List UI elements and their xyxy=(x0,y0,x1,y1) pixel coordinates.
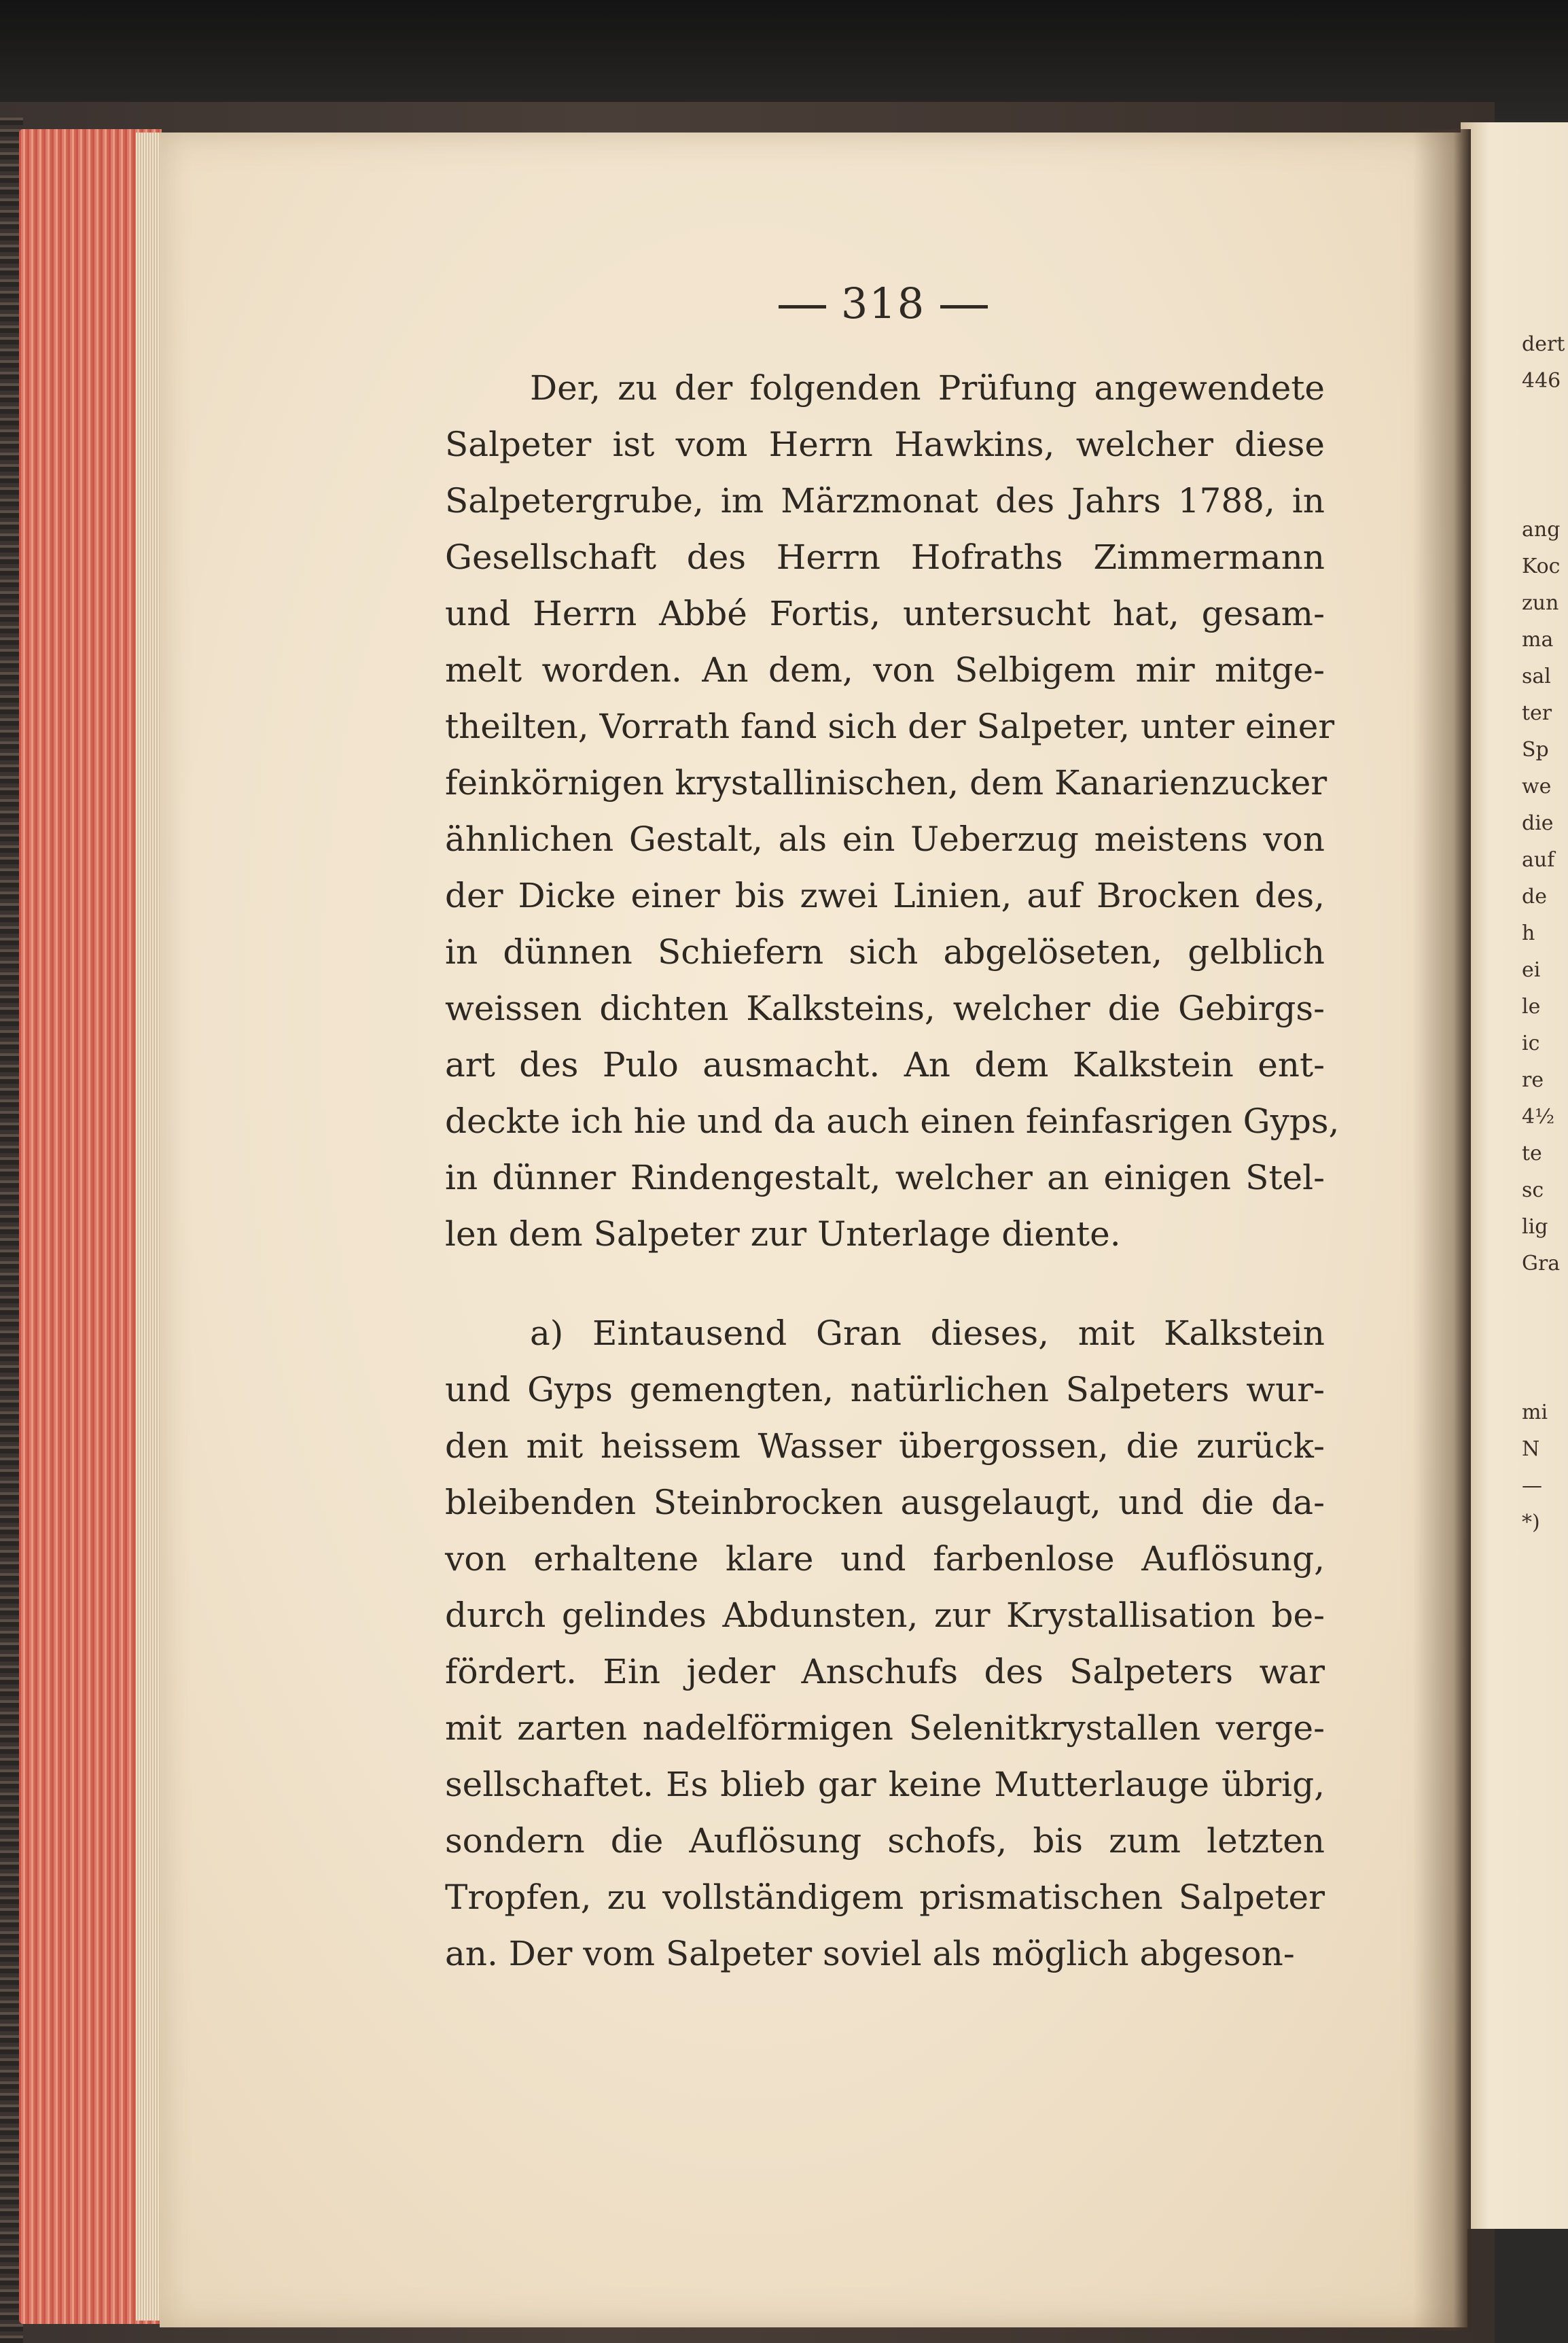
text-line: art des Pulo ausmacht. An dem Kalkstein ent- xyxy=(445,1045,1325,1085)
text-line: mit zarten nadelförmigen Selenitkrystallen verge- xyxy=(445,1708,1325,1748)
text-line: melt worden. An dem, von Selbigem mir mitge- xyxy=(445,650,1325,690)
text-line: len dem Salpeter zur Unterlage diente. xyxy=(445,1214,1121,1254)
background xyxy=(0,0,1568,119)
header-dash-left xyxy=(779,305,826,309)
margin-fragment: sal xyxy=(1522,665,1551,688)
text-line: deckte ich hie und da auch einen feinfasrigen Gyps, xyxy=(445,1102,1340,1141)
margin-fragment: sc xyxy=(1522,1178,1544,1202)
text-line: fördert. Ein jeder Anschufs des Salpeters war xyxy=(445,1652,1325,1691)
margin-fragment: we xyxy=(1522,775,1552,798)
text-line: Salpetergrube, im Märzmonat des Jahrs 1788, in xyxy=(445,481,1325,521)
facing-page-text-fragments xyxy=(1522,326,1568,1541)
text-line: a) Eintausend Gran dieses, mit Kalkstein xyxy=(530,1314,1325,1353)
text-line: und Herrn Abbé Fortis, untersucht hat, gesam- xyxy=(445,594,1325,633)
text-line: sellschaftet. Es blieb gar keine Mutterlauge übrig, xyxy=(445,1765,1325,1804)
margin-fragment: mi xyxy=(1522,1400,1548,1424)
text-line: theilten, Vorrath fand sich der Salpeter, unter einer xyxy=(445,707,1335,746)
header-dash-right xyxy=(940,305,988,309)
margin-fragment: die xyxy=(1522,811,1554,835)
text-line: weissen dichten Kalksteins, welcher die Gebirgs- xyxy=(445,989,1325,1028)
text-line: Der, zu der folgenden Prüfung angewendete xyxy=(530,368,1325,408)
text-line: von erhaltene klare und farbenlose Auflösung, xyxy=(445,1539,1325,1579)
margin-fragment: — xyxy=(1522,1474,1542,1498)
text-line: Salpeter ist vom Herrn Hawkins, welcher diese xyxy=(445,425,1325,464)
margin-fragment: N xyxy=(1522,1437,1540,1461)
text-line: feinkörnigen krystallinischen, dem Kanarienzucker xyxy=(445,763,1328,803)
margin-gap xyxy=(1522,400,1568,512)
margin-fragment: Gra xyxy=(1522,1252,1561,1275)
text-line: Gesellschaft des Herrn Hofraths Zimmermann xyxy=(445,538,1325,577)
margin-fragment: ter xyxy=(1522,701,1552,725)
margin-fragment: Koc xyxy=(1522,554,1561,578)
text-line: in dünnen Schiefern sich abgelöseten, gelblich xyxy=(445,932,1325,972)
page-edge-lines xyxy=(136,133,163,2321)
paragraph-gap xyxy=(445,1263,1325,1305)
margin-fragment: zun xyxy=(1522,591,1559,615)
text-line: den mit heissem Wasser übergossen, die zurück- xyxy=(445,1426,1325,1466)
margin-fragment: re xyxy=(1522,1068,1544,1092)
margin-fragment: auf xyxy=(1522,848,1555,872)
text-line: Tropfen, zu vollständigem prismatischen Salpeter xyxy=(445,1878,1325,1917)
page-number: 318 xyxy=(840,279,926,328)
margin-fragment: lig xyxy=(1522,1215,1548,1239)
margin-fragment: 446 xyxy=(1522,369,1561,393)
margin-fragment: h xyxy=(1522,921,1535,945)
margin-fragment: ic xyxy=(1522,1032,1540,1055)
body-text xyxy=(445,360,1340,1982)
page-number-header xyxy=(741,279,1026,328)
margin-fragment: te xyxy=(1522,1142,1542,1165)
text-line: der Dicke einer bis zwei Linien, auf Brocken des, xyxy=(445,876,1325,915)
margin-fragment: Sp xyxy=(1522,738,1549,762)
text-line: durch gelindes Abdunsten, zur Krystallisation be- xyxy=(445,1596,1325,1635)
margin-fragment: le xyxy=(1522,995,1541,1019)
text-line: in dünner Rindengestalt, welcher an einigen Stel- xyxy=(445,1158,1325,1197)
margin-fragment: ei xyxy=(1522,958,1541,982)
text-line: an. Der vom Salpeter soviel als möglich abgeson- xyxy=(445,1934,1295,1973)
margin-fragment: ang xyxy=(1522,518,1561,542)
text-line: bleibenden Steinbrocken ausgelaugt, und die da- xyxy=(445,1483,1325,1522)
text-line: und Gyps gemengten, natürlichen Salpeters wur- xyxy=(445,1370,1325,1409)
margin-gap xyxy=(1522,1282,1568,1394)
margin-fragment: dert xyxy=(1522,332,1565,356)
book-gutter xyxy=(1413,129,1471,2331)
margin-fragment: *) xyxy=(1522,1511,1540,1534)
text-line: ähnlichen Gestalt, als ein Ueberzug meistens von xyxy=(445,820,1325,859)
margin-fragment: de xyxy=(1522,885,1547,909)
text-line: sondern die Auflösung schofs, bis zum letzten xyxy=(445,1821,1325,1861)
margin-fragment: 4½ xyxy=(1522,1105,1555,1129)
margin-fragment: ma xyxy=(1522,628,1554,652)
